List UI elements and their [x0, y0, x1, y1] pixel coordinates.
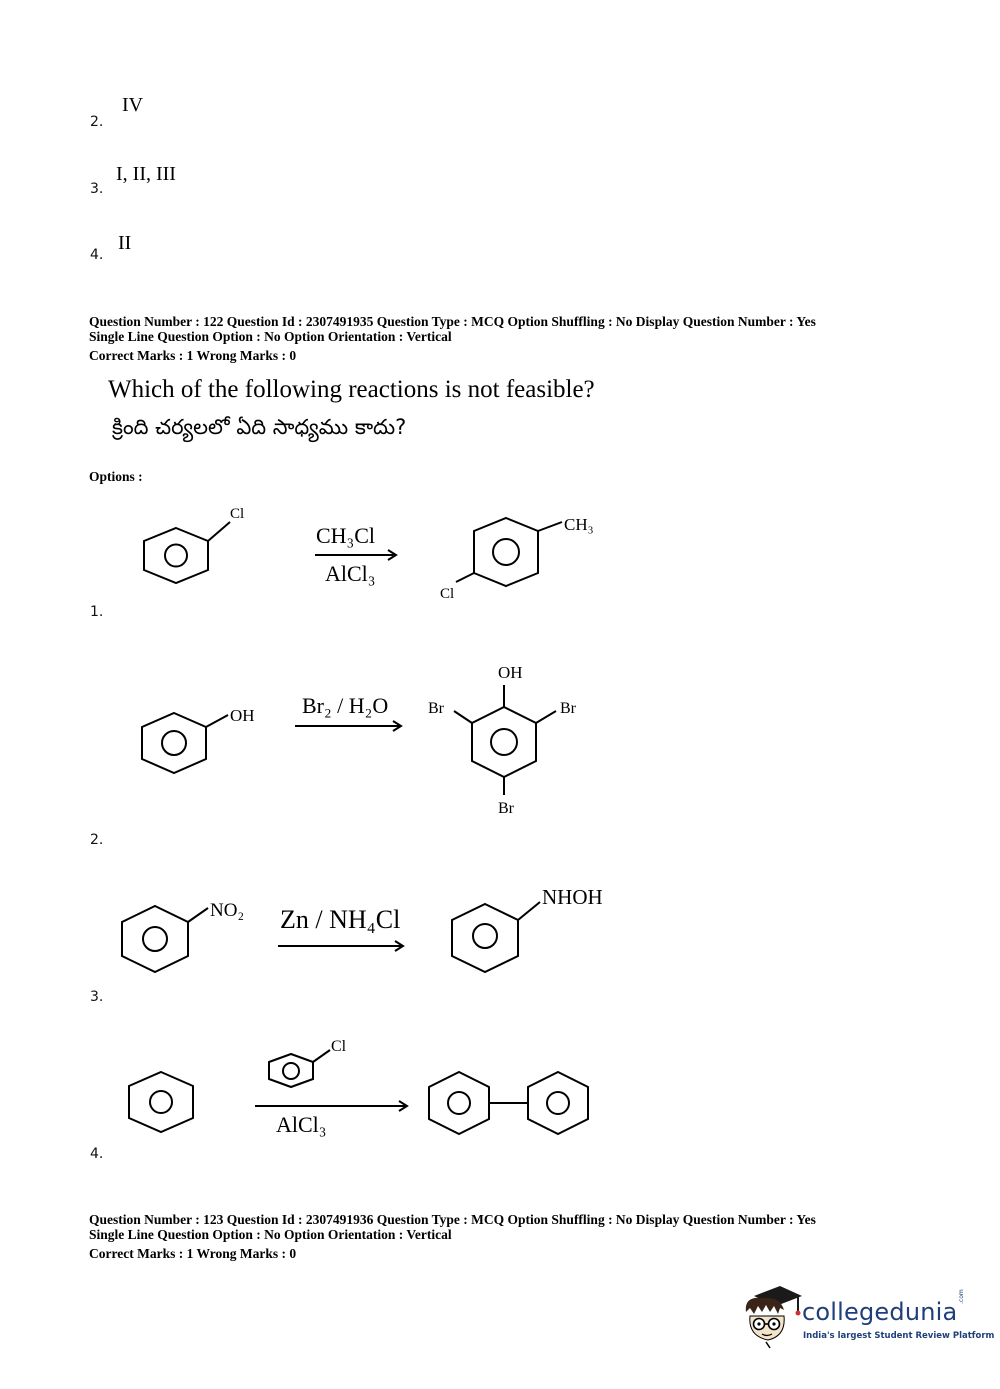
benzene-ring	[429, 1072, 489, 1134]
prev-option-number: 4.	[90, 247, 104, 263]
question-meta-line: Question Number : 123 Question Id : 2307491936 Question Type : MCQ Option Shuffling : No Display Question Number : Yes	[89, 1212, 816, 1227]
benzene-ring	[122, 906, 188, 972]
reagent-label: Zn / NH₄Cl	[280, 905, 401, 934]
aromatic-circle	[283, 1063, 299, 1079]
substituent-label: Br	[498, 800, 514, 817]
substituent-label: NO₂	[210, 900, 245, 921]
option-number: 1.	[90, 604, 104, 620]
reagent-label: Br₂ / H₂O	[302, 693, 389, 718]
question-marks: Correct Marks : 1 Wrong Marks : 0	[89, 348, 297, 363]
option-1-reaction	[120, 500, 620, 610]
reagent-label: AlCl₃	[276, 1112, 327, 1137]
options-label: Options :	[89, 469, 143, 484]
collegedunia-logo	[740, 1282, 995, 1352]
prev-option-text: IV	[122, 94, 144, 116]
prev-option-text: I, II, III	[116, 163, 176, 185]
benzene-ring	[269, 1054, 313, 1087]
question-text-telugu: క్రింది చర్యలలో ఏది సాధ్యము కాదు?	[112, 415, 407, 439]
benzene-ring	[528, 1072, 588, 1134]
reagent-label: CH₃Cl	[316, 523, 376, 548]
logo-tagline: India's largest Student Review Platform	[803, 1331, 995, 1341]
benzene-ring	[144, 528, 208, 583]
benzene-ring	[472, 707, 536, 777]
logo-domain: .com	[958, 1289, 965, 1304]
substituent-label: OH	[498, 663, 523, 682]
question-marks: Correct Marks : 1 Wrong Marks : 0	[89, 1246, 297, 1261]
substituent-label: Cl	[440, 586, 455, 602]
aromatic-circle	[493, 539, 519, 565]
option-number: 3.	[90, 989, 104, 1005]
substituent-label: OH	[230, 706, 255, 725]
substituent-label: CH₃	[564, 515, 594, 534]
prev-option-text: II	[118, 232, 132, 254]
aromatic-circle	[162, 731, 186, 755]
option-number: 2.	[90, 832, 104, 848]
option-4-reaction	[120, 1032, 600, 1147]
question-meta-line: Single Line Question Option : No Option Orientation : Vertical	[89, 329, 452, 344]
question-text-english: Which of the following reactions is not feasible?	[108, 376, 595, 403]
substituent-label: NHOH	[542, 885, 603, 909]
prev-option-number: 2.	[90, 114, 104, 130]
benzene-ring	[452, 904, 518, 972]
aromatic-circle	[448, 1092, 470, 1114]
substituent-label: Cl	[331, 1038, 347, 1055]
aromatic-circle	[165, 545, 187, 567]
option-2-reaction	[120, 655, 600, 825]
benzene-ring	[142, 713, 206, 773]
aromatic-circle	[491, 729, 517, 755]
substituent-label: Br	[560, 700, 576, 717]
substituent-label: Br	[428, 700, 444, 717]
question-meta-line: Question Number : 122 Question Id : 2307491935 Question Type : MCQ Option Shuffling : No Display Question Number : Yes	[89, 314, 816, 329]
option-3-reaction	[110, 878, 610, 988]
question-meta-line: Single Line Question Option : No Option Orientation : Vertical	[89, 1227, 452, 1242]
logo-wordmark: collegedunia	[802, 1298, 958, 1326]
substituent-label: Cl	[230, 506, 245, 522]
prev-option-number: 3.	[90, 181, 104, 197]
aromatic-circle	[150, 1091, 172, 1113]
mascot-icon	[740, 1282, 804, 1352]
aromatic-circle	[473, 924, 497, 948]
benzene-ring	[129, 1072, 193, 1132]
option-number: 4.	[90, 1146, 104, 1162]
reagent-label: AlCl₃	[325, 561, 376, 586]
aromatic-circle	[143, 927, 167, 951]
benzene-ring	[474, 518, 538, 586]
aromatic-circle	[547, 1092, 569, 1114]
